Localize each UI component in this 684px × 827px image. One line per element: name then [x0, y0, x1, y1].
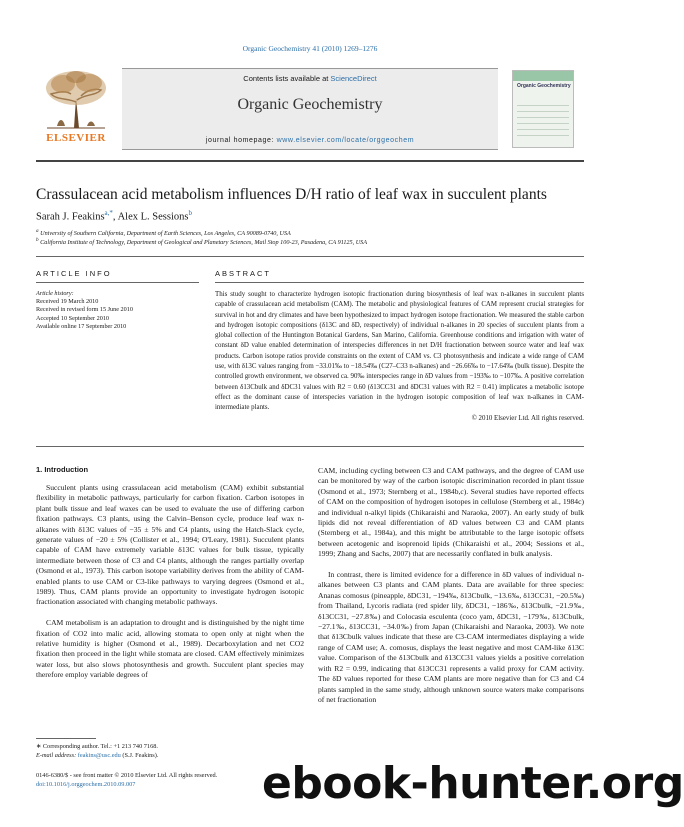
abstract-body [215, 290, 584, 424]
author-name: Sarah J. Feakins [36, 211, 105, 223]
issn-line: 0146-6380/$ - see front matter © 2010 Elsevier Ltd. All rights reserved. [36, 772, 218, 779]
article-title: Crassulacean acid metabolism influences D/H ratio of leaf wax in succulent plants [36, 186, 547, 203]
email-line: E-mail address: feakins@usc.edu (S.J. Feakins). [36, 752, 159, 759]
abstract-rule [215, 282, 584, 283]
sciencedirect-link[interactable]: ScienceDirect [330, 74, 377, 83]
masthead-banner [122, 68, 498, 150]
paragraph: CAM, including cycling between C3 and CAM pathways, and the degree of CAM use can be monitored by way of the carbon isotopic discrimination recorded in plant tissue (Osmond et al., 1973; Sternberg et al., 1984b,c). Several studies have reported effects of CAM on the composition of hydrogen isotopes in cellulose (Sternberg et al., 1984c) and individual n-alkyl lipids (Chikaraishi and Naraoka, 2007). An early study of bulk lipids did not reveal differentiation of δD values between C3 and CAM plants (Sternberg et al., 1984a), and this might be attributable to the large isotopic offsets between acetogenic and isoprenoid lipids (Chikaraishi et al., 2004; Sessions et al., 1999; Zhang and Sachs, 2007) that are necessarily conflated in bulk analysis. [318, 466, 584, 559]
paragraph: Succulent plants using crassulacean acid metabolism (CAM) exhibit substantial flexibility in metabolic pathways, particularly for carbon fixation. Carbon isotopes in plant bulk tissue and leaf waxes can be used to evaluate the use of differing carbon fixation pathways. C3 plants, using the Calvin–Benson cycle, produce leaf wax n-alkanes with δ13C values of −35 ± 5% and C4 plants, using the Hatch-Slack cycle, generate values of −20 ± 5% (Collister et al., 1994; O'Leary, 1981). Succulent plants capable of CAM have extremely variable δ13C values for bulk tissue, typically intermediate between those of C3 and C4 plants, although the ranges partially overlap (Osmond et al., 1973). This carbon isotope variability derives from the ability of CAM-enabled plants to use CAM or C3-like pathways to varying degrees (Osmond et al., 1989). Thus, CAM plants provide an opportunity to investigate hydrogen isotopic fractionation associated with changing metabolic pathways. [36, 483, 304, 607]
elsevier-tree-icon [39, 68, 113, 130]
abstract-copyright: © 2010 Elsevier Ltd. All rights reserved. [471, 414, 584, 422]
paragraph: In contrast, there is limited evidence for a difference in δD values of individual n-alkanes between C3 plants and CAM plants. Data are available for three species: Ananas comosus (pineapple, δDC31, −194‰, δ13Cbulk, −13.6‰, δ13CC31, −20.5‰) from Thailand, Lycoris radiata (red spider lily, δDC31, −186‰, δ13Cbulk, −21.9‰, δ13CC31, −27.8‰) and Colocasia esculenta (coco yam, δDC31, −179‰, δ13Cbulk, −27.1‰, δ13CC31, −34.0‰) from Japan (Chikaraishi and Naraoka, 2003). We note that δ13Cbulk values indicate that these are C3-CAM intermediates displaying a wide range of CAM use; A. comosus, displays the least negative and most CAM-like δ13C value. Comparison of the δ13Cbulk and δ13CC31 values yields a positive correlation with R2 = 0.99, indicating that δ13CC31 represents a valid proxy for CAM activity. The δD values reported for these CAM plants are more negative than for C3 and C4 plants sampled in the same study, although unknown source waters make comparisons of net fractionation [318, 570, 584, 704]
journal-title: Organic Geochemistry [237, 96, 383, 113]
abstract-text: This study sought to characterize hydrogen isotopic fractionation during biosynthesis of leaf wax n-alkanes in succulent plants capable of crassulacean acid metabolism (CAM). The metabolic and physiological features of CAM represent crucial strategies for survival in hot and dry climates and have been hypothesized to impact hydrogen isotope fractionation. We measured the stable carbon and hydrogen isotopic compositions (δ13C and δD, respectively) of individual n-alkanes in 20 species of succulent plants from a global collection of the Huntington Botanical Gardens, San Marino, California. Greenhouse conditions and irrigation with water of constant δD value enabled determination of interspecies differences in net D/H fractionation between source water and leaf wax products. Carbon isotope ratios provide constraints on the extent of CAM vs. C3 photosynthesis and indicate a wide range of CAM use, with δ13C values ranging from −33.01‰ to −18.54‰ (C27–C33 n-alkanes) and −26.66‰ to −17.64‰ (bulk tissue). Despite the controlled growth environment, we observed ca. 90‰ interspecies range in δD values from −193‰ to −107‰. A positive correlation between δ13Cbulk and δDC31 values with R2 = 0.60 (δ13CC31 and δDC31 values with R2 = 0.41) implicates a metabolic isotope effect as the dominant cause of interspecies variation in the hydrogen isotopic composition of leaf wax n-alkanes in CAM-intermediate plants. [215, 291, 585, 412]
history-item: Available online 17 September 2010 [36, 322, 127, 330]
email-link[interactable]: feakins@usc.edu [77, 752, 121, 759]
affiliation-a: $^a$ University of Southern California, Department of Earth Sciences, Los Angeles, CA 90089-0740, USA [36, 228, 291, 238]
homepage-link[interactable]: www.elsevier.com/locate/orggeochem [276, 137, 415, 144]
body-column-left [36, 483, 304, 681]
author-affiliation-marker[interactable]: b [188, 209, 192, 217]
journal-cover-thumbnail[interactable] [502, 68, 584, 150]
affiliation-divider [36, 256, 584, 257]
history-item: Received 19 March 2010 [36, 298, 99, 306]
article-history [36, 290, 196, 331]
article-info-rule [36, 282, 199, 283]
corresponding-author: ∗ Corresponding author. Tel.: +1 213 740 7168. [36, 743, 158, 750]
contents-prefix: Contents lists available at [243, 74, 331, 83]
journal-homepage [122, 137, 498, 144]
header-divider [36, 160, 584, 162]
affiliation-b: $^b$ California Institute of Technology, Department of Geological and Planetary Sciences, Mail Stop 100-23, Pasadena, CA 91125, USA [36, 237, 368, 247]
author-list: Sarah J. Feakins$^{a,*}$, Alex L. Sessions$^b$ [36, 209, 192, 223]
homepage-prefix: journal homepage: [205, 137, 277, 144]
abstract-heading: ABSTRACT [215, 269, 272, 278]
watermark-text: ebook-hunter.org [262, 758, 684, 809]
body-column-right [318, 466, 584, 705]
abstract-divider [36, 446, 584, 447]
cover-title: Organic Geochemistry [517, 83, 571, 89]
history-item: Received in revised form 15 June 2010 [36, 306, 133, 314]
cover-image [512, 70, 574, 148]
elsevier-wordmark: ELSEVIER [46, 132, 106, 144]
article-info-heading: ARTICLE INFO [36, 269, 112, 278]
contents-line [122, 74, 498, 83]
author-affiliation-marker[interactable]: a,* [104, 209, 113, 217]
history-item: Accepted 10 September 2010 [36, 314, 110, 322]
elsevier-logo[interactable] [36, 68, 116, 150]
author-name: Alex L. Sessions [117, 211, 189, 223]
masthead [36, 68, 584, 150]
history-label: Article history: [36, 290, 74, 297]
paragraph: CAM metabolism is an adaptation to drought and is distinguished by the night time fixation of CO2 into malic acid, allowing stomata to open only at night when the relative humidity is higher (Osmond et al., 1989). Decarboxylation and net CO2 fixation then proceed in the light while stomata are closed. CAM effectively minimizes water loss, but also slows photosynthesis and growth. Succulent plant species may therefore employ variable degrees of [36, 618, 304, 680]
journal-citation-link[interactable]: Organic Geochemistry 41 (2010) 1269–1276 [242, 44, 378, 53]
section-heading-introduction: 1. Introduction [36, 465, 89, 474]
doi-link[interactable]: doi:10.1016/j.orggeochem.2010.09.007 [36, 781, 136, 788]
